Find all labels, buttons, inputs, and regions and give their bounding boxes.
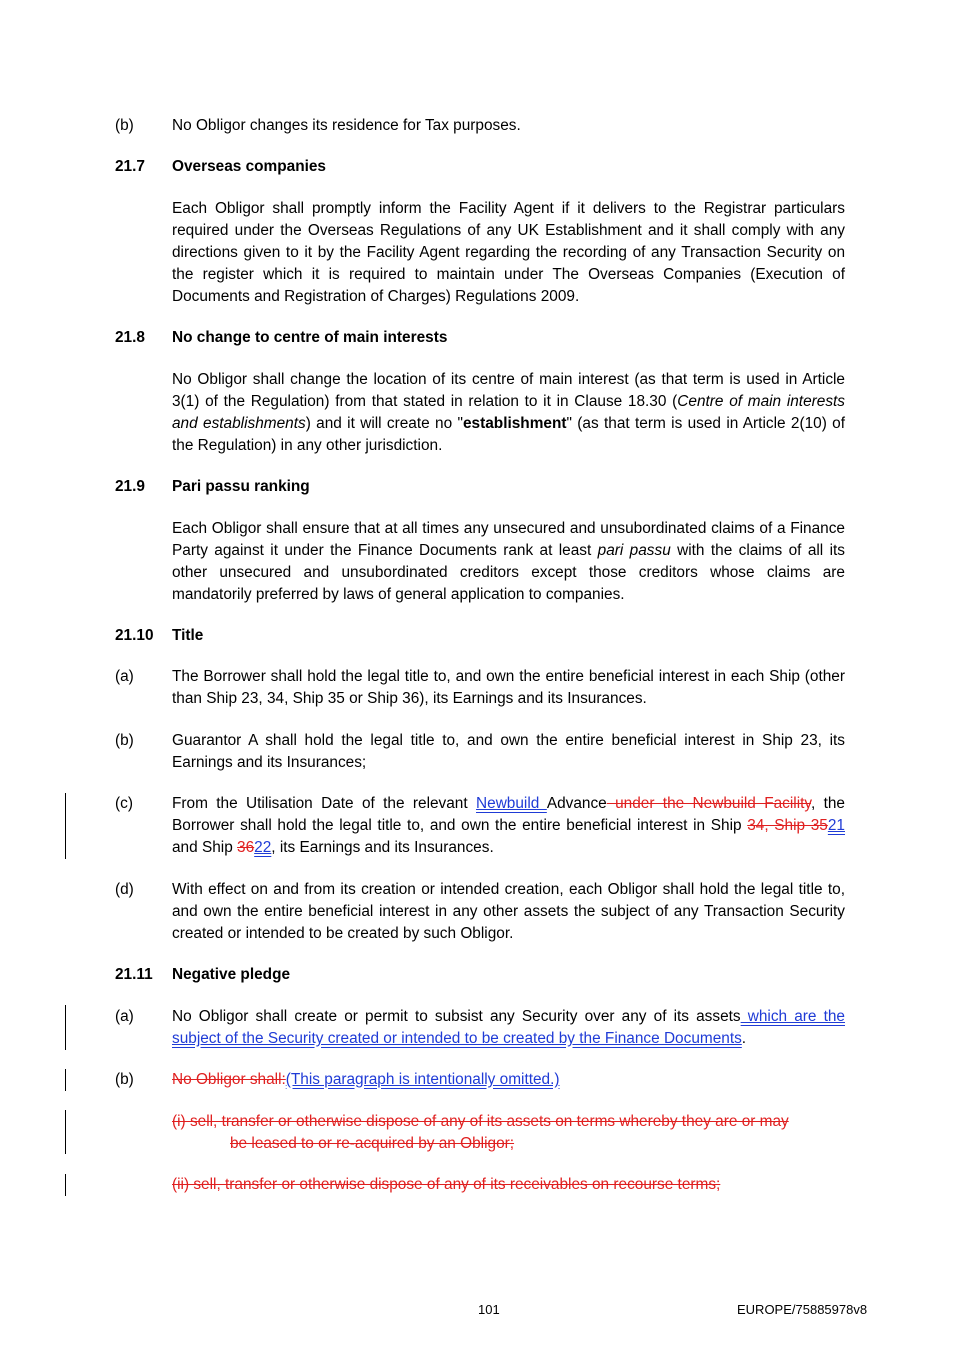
item-text-21-11-b-i: (i) sell, transfer or otherwise dispose of any of its assets on terms whereby they are or may be leased to or re-acquired by an Obligor;: [172, 1113, 789, 1152]
item-label-21-10-d: (d): [115, 881, 134, 898]
change-bar: [65, 1069, 66, 1091]
item-text-21-10-a: The Borrower shall hold the legal title to, and own the entire beneficial interest in each Ship (other than Ship 23, 34, Ship 35 or Ship 36), its Earnings and its Insurances.: [172, 668, 845, 707]
item-label-21-10-a: (a): [115, 668, 134, 685]
item-label-b: (b): [115, 117, 134, 134]
section-number-21-9: 21.9: [115, 478, 145, 495]
item-text-b: No Obligor changes its residence for Tax purposes.: [172, 117, 521, 134]
page-number: 101: [478, 1302, 500, 1317]
section-title-21-9: Pari passu ranking: [172, 478, 310, 495]
item-text-21-10-d: With effect on and from its creation or intended creation, each Obligor shall hold the legal title to, and own the entire beneficial interest in any other assets the subject of any Transaction Security created or intended to be created by such Obligor.: [172, 881, 845, 942]
section-title-21-7: Overseas companies: [172, 158, 326, 175]
section-number-21-8: 21.8: [115, 329, 145, 346]
item-label-21-10-b: (b): [115, 732, 134, 749]
item-label-21-10-c: (c): [115, 795, 133, 812]
section-number-21-11: 21.11: [115, 966, 153, 983]
section-title-21-11: Negative pledge: [172, 966, 291, 983]
change-bar: [65, 793, 66, 859]
item-text-21-11-b: No Obligor shall:(This paragraph is intentionally omitted.): [172, 1071, 560, 1088]
item-text-21-10-b: Guarantor A shall hold the legal title to, and own the entire beneficial interest in Ship 23, its Earnings and its Insurances;: [172, 732, 845, 771]
document-reference: EUROPE/75885978v8: [737, 1302, 868, 1317]
section-body-21-7: Each Obligor shall promptly inform the Facility Agent if it delivers to the Registrar particulars required under the Overseas Regulations of any UK Establishment and it shall comply with any directions given to it by the Facility Agent regarding the recording of any Transaction Security on the register which it is required to maintain under The Overseas Companies (Execution of Documents and Registration of Charges) Regulations 2009.: [172, 200, 845, 305]
item-label-21-11-a: (a): [115, 1008, 134, 1025]
section-number-21-7: 21.7: [115, 158, 145, 175]
change-bar: [65, 1110, 66, 1154]
item-text-21-11-a: No Obligor shall create or permit to subsist any Security over any of its assets which are the subject of the Security created or intended to be created by the Finance Documents.: [172, 1008, 845, 1047]
item-text-21-10-c: From the Utilisation Date of the relevant Newbuild Advance under the Newbuild Facility, the Borrower shall hold the legal title to, and own the entire beneficial interest in Ship 34, Ship 3521 and Ship 3622, its Earnings and its Insurances.: [172, 795, 845, 856]
change-bar: [65, 1174, 66, 1196]
section-title-21-10: Title: [172, 627, 204, 644]
section-body-21-8: No Obligor shall change the location of its centre of main interest (as that term is used in Article 3(1) of the Regulation) from that stated in relation to it in Clause 18.30 (Centre of main interests and establishments) and it will create no "establishment" (as that term is used in Article 2(10) of the Regulation) in any other jurisdiction.: [172, 371, 846, 454]
item-text-21-11-b-ii: (ii) sell, transfer or otherwise dispose of any of its receivables on recourse terms;: [172, 1176, 721, 1193]
change-bar: [65, 1005, 66, 1050]
section-body-21-9: Each Obligor shall ensure that at all times any unsecured and unsubordinated claims of a Finance Party against it under the Finance Documents rank at least pari passu with the claims of all its other unsecured and unsubordinated creditors except those creditors whose claims are mandatorily preferred by laws of general application to companies.: [172, 520, 845, 603]
section-title-21-8: No change to centre of main interests: [172, 329, 448, 346]
item-label-21-11-b: (b): [115, 1071, 134, 1088]
section-number-21-10: 21.10: [115, 627, 154, 644]
